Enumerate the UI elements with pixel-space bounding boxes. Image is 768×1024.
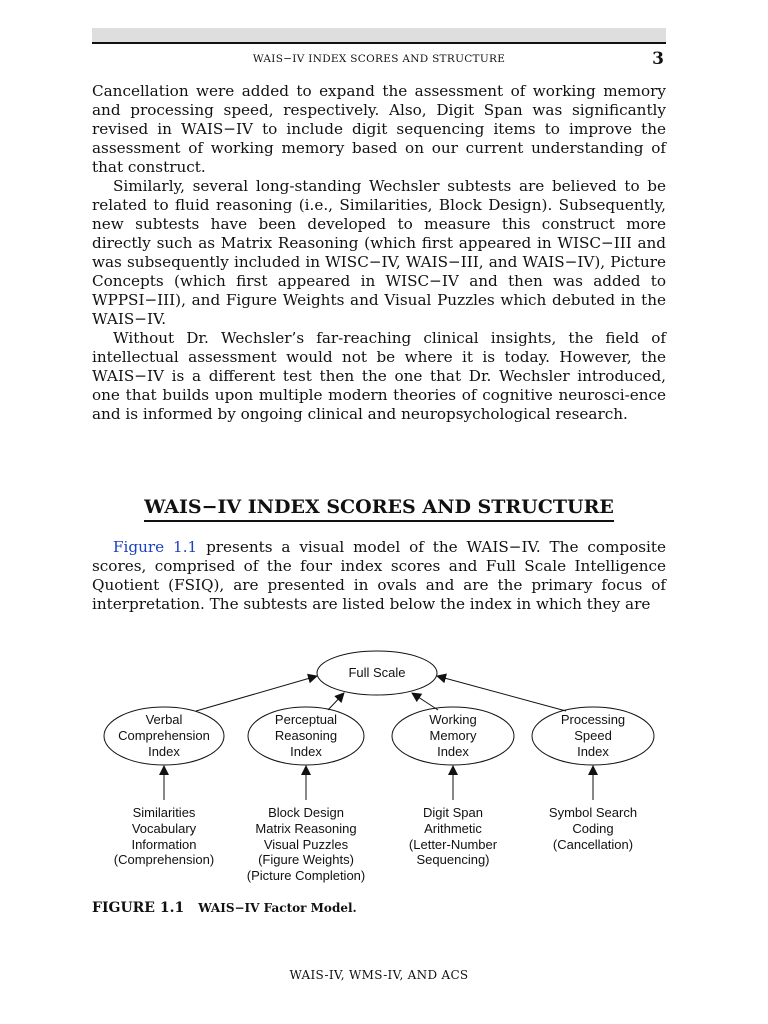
perceptual-reasoning-subtests: Block Design Matrix Reasoning Visual Puzzles (Figure Weights) (Picture Completion): [246, 805, 366, 884]
page-number: 3: [652, 49, 664, 69]
figure-link[interactable]: Figure 1.1: [113, 538, 198, 556]
figure-caption: [92, 900, 357, 916]
verbal-comprehension-label: Verbal Comprehension Index: [118, 712, 210, 759]
section-body: [92, 538, 666, 614]
arrow-wm-to-fs: [412, 693, 438, 710]
arrow-pr-to-fs: [328, 693, 344, 710]
verbal-comprehension-subtests: Similarities Vocabulary Information (Comprehension): [113, 805, 215, 868]
paragraph: Similarly, several long-standing Wechsler subtests are believed to be related to fluid reasoning (i.e., Similarities, Block Design). Subsequently, new subtests have been developed to measure this construct more directly such as Matrix Reasoning (which first appeared in WISC−III and was subsequently included in WISC−IV, WAIS−III, and WAIS−IV), Picture Concepts (which first appeared in WISC−IV and then was added to WPPSI−III), and Figure Weights and Visual Puzzles which debuted in the WAIS−IV.: [92, 177, 666, 328]
processing-speed-label: Processing Speed Index: [560, 712, 626, 759]
full-scale-label: Full Scale: [348, 665, 406, 680]
running-footer: WAIS-IV, WMS-IV, AND ACS: [289, 968, 469, 982]
factor-model-figure: [92, 648, 666, 888]
arrow-ps-to-fs: [437, 676, 566, 711]
running-title: WAIS−IV INDEX SCORES AND STRUCTURE: [252, 53, 506, 65]
paragraph: [92, 538, 666, 614]
body-text: [92, 82, 666, 424]
caption-label: FIGURE 1.1: [92, 900, 185, 916]
header-rule: [92, 28, 666, 44]
processing-speed-subtests: Symbol Search Coding (Cancellation): [548, 805, 638, 852]
working-memory-label: Working Memory Index: [429, 712, 477, 759]
paragraph-text: presents a visual model of the WAIS−IV. The composite scores, comprised of the four index scores and Full Scale Intelligence Quotient (FSIQ), are presented in ovals and are the primary focus of interpretation. The subtests are listed below the index in which they are: [92, 538, 666, 613]
arrow-vc-to-fs: [196, 676, 317, 711]
paragraph: Cancellation were added to expand the assessment of working memory and processing speed, respectively. Also, Digit Span was significantly revised in WAIS−IV to include digit sequencing items to improve the assessment of working memory based on our current understanding of that construct.: [92, 82, 666, 176]
running-header: [92, 51, 666, 69]
working-memory-subtests: Digit Span Arithmetic (Letter-Number Sequencing): [408, 805, 498, 868]
paragraph: Without Dr. Wechsler’s far-reaching clinical insights, the field of intellectual assessment would not be where it is today. However, the WAIS−IV is a different test then the one that Dr. Wechsler introduced, one that builds upon multiple modern theories of cognitive neurosci-ence and is informed by ongoing clinical and neuropsychological research.: [92, 329, 666, 423]
caption-text: WAIS−IV Factor Model.: [198, 901, 357, 915]
perceptual-reasoning-label: Perceptual Reasoning Index: [274, 712, 338, 759]
section-heading: WAIS−IV INDEX SCORES AND STRUCTURE: [92, 496, 666, 518]
